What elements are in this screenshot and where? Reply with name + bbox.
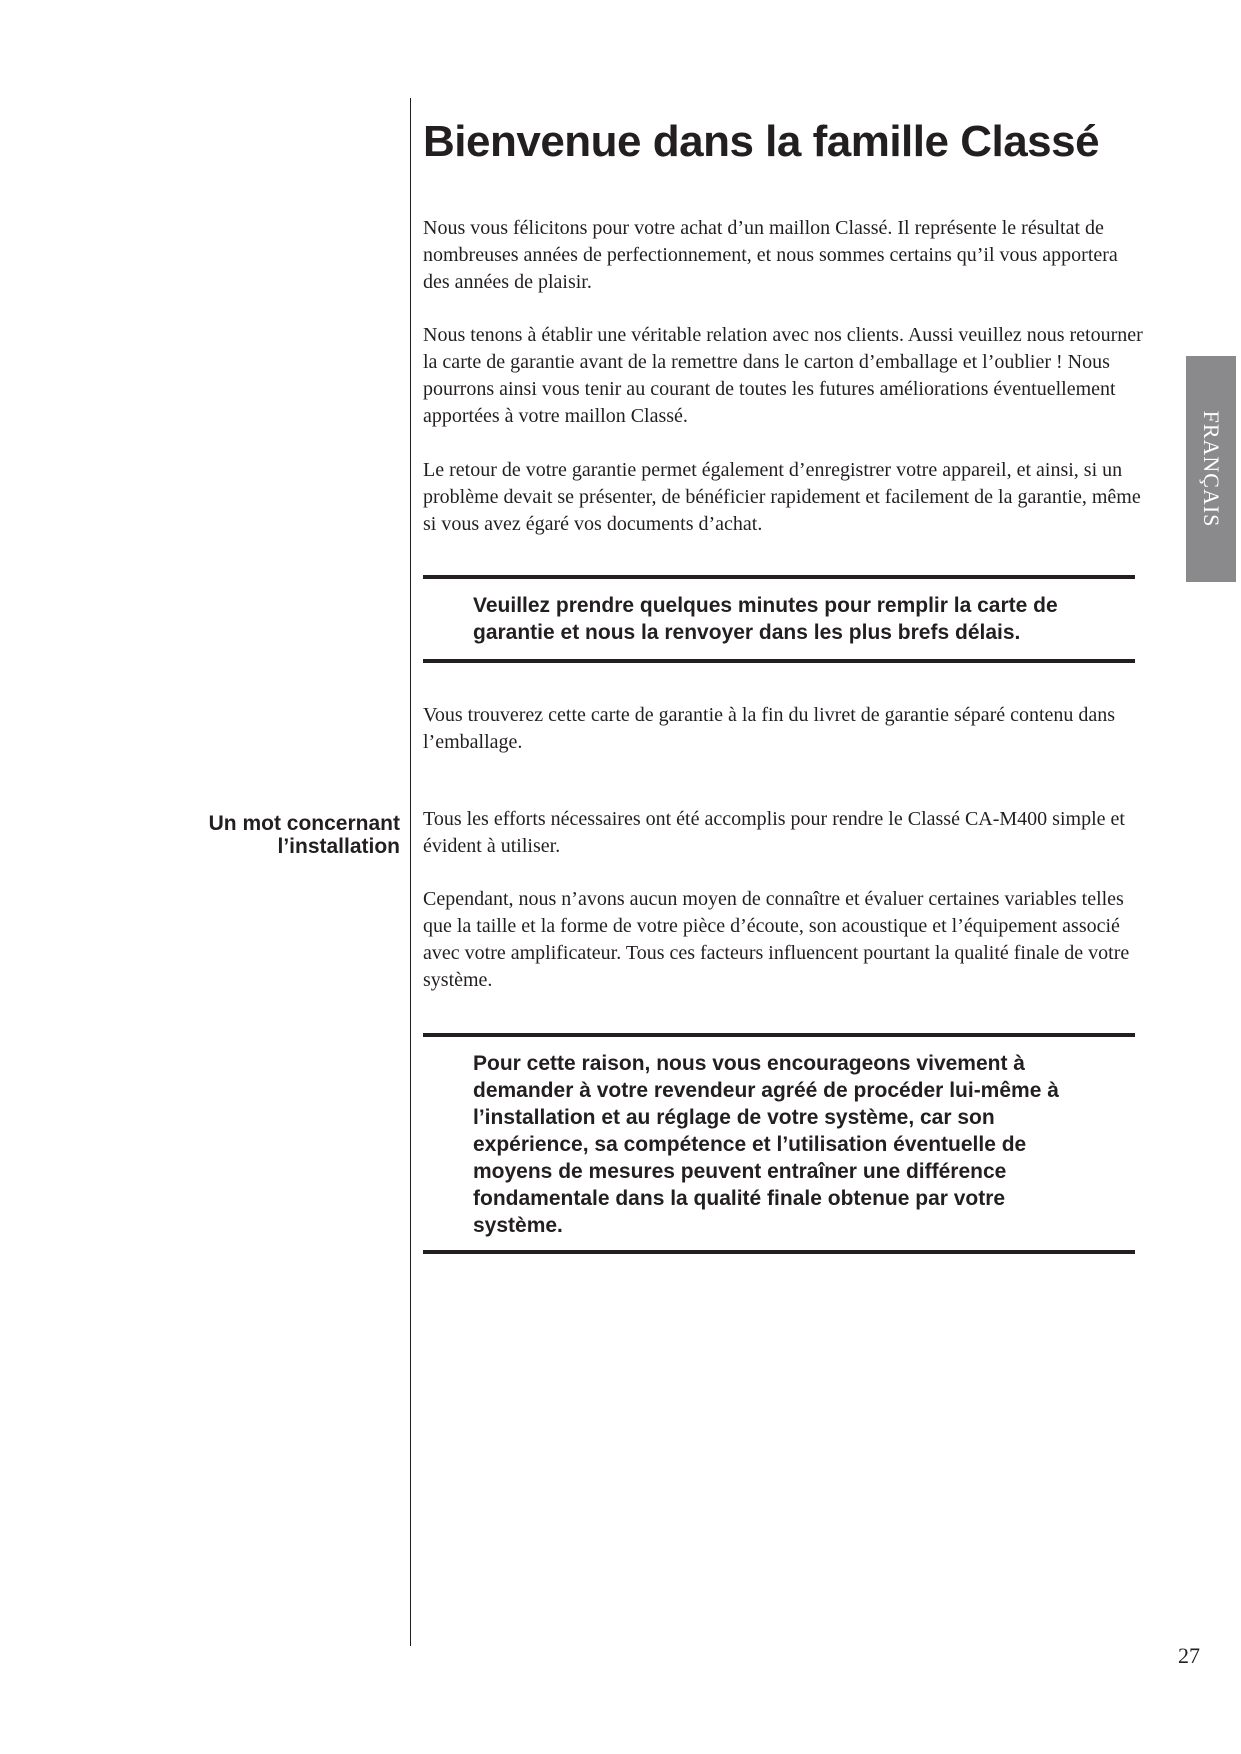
intro-paragraph-2: Nous tenons à établir une véritable relation avec nos clients. Aussi veuillez nous retourner la carte de garantie avant de la remettre dans le carton d’emballage et l’oublier ! Nous pourrons ainsi vous tenir au courant de toutes les futures améliorations éventuellement apportées à votre maillon Classé. [423, 324, 1143, 427]
page-number: 27 [1178, 1643, 1200, 1668]
installation-heading-line-1: Un mot concernant [208, 812, 400, 835]
warranty-callout: Veuillez prendre quelques minutes pour remplir la carte de garantie et nous la renvoyer dans les plus brefs délais. [473, 594, 1058, 644]
callout-1-bottom-rule [423, 659, 1135, 663]
callout-2-bottom-rule [423, 1250, 1135, 1254]
installation-callout: Pour cette raison, nous vous encourageons vivement à demander à votre revendeur agréé de procéder lui-même à l’installation et au réglage de votre système, car son expérience, sa compétence et l’utilisation éventuelle de moyens de mesures peuvent entraîner une différence fondamentale dans la qualité finale obtenue par votre système. [473, 1052, 1059, 1237]
callout-2-top-rule [423, 1033, 1135, 1037]
installation-section-heading [140, 812, 400, 858]
vertical-margin-rule [410, 98, 411, 1646]
installation-paragraph-1: Tous les efforts nécessaires ont été accomplis pour rendre le Classé CA-M400 simple et évident à utiliser. [423, 808, 1125, 857]
intro-paragraph-1: Nous vous félicitons pour votre achat d’un maillon Classé. Il représente le résultat de nombreuses années de perfectionnement, et nous sommes certains qu’il vous apportera des années de plaisir. [423, 217, 1118, 293]
installation-heading-line-2: l’installation [277, 835, 400, 858]
page-title: Bienvenue dans la famille Classé [423, 117, 1100, 166]
installation-paragraph-2: Cependant, nous n’avons aucun moyen de connaître et évaluer certaines variables telles que la taille et la forme de votre pièce d’écoute, son acoustique et l’équipement associé avec votre amplificateur. Tous ces facteurs influencent pourtant la qualité finale de votre système. [423, 888, 1130, 991]
language-tab-label: FRANÇAIS [1199, 410, 1224, 528]
warranty-location-paragraph: Vous trouverez cette carte de garantie à la fin du livret de garantie séparé contenu dans l’emballage. [423, 704, 1116, 753]
language-tab [1186, 356, 1236, 582]
intro-paragraph-3: Le retour de votre garantie permet également d’enregistrer votre appareil, et ainsi, si un problème devait se présenter, de bénéficier rapidement et facilement de la garantie, même si vous avez égaré vos documents d’achat. [423, 459, 1141, 535]
callout-1-top-rule [423, 575, 1135, 579]
